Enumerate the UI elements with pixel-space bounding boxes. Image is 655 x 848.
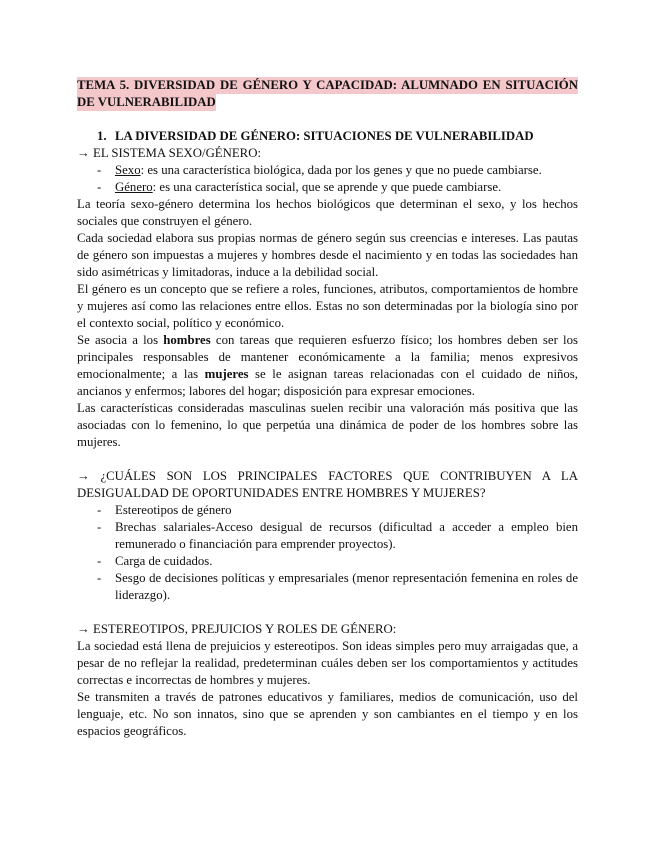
paragraph-line: el contexto social, político y económico. bbox=[77, 316, 285, 330]
list-item bbox=[77, 502, 578, 519]
bold-term: hombres bbox=[163, 333, 211, 347]
paragraph-line: y mujeres así como las relaciones entre ellos. Estas no son determinadas por la biología sino por bbox=[77, 299, 578, 313]
list-item bbox=[77, 519, 578, 536]
document-body bbox=[77, 77, 578, 740]
bullet-dash: - bbox=[97, 571, 102, 585]
subheading-factores bbox=[77, 468, 578, 502]
paragraph-line: asociadas con lo femenino, lo que perpetúa una dinámica de poder de los hombres sobre las bbox=[77, 418, 578, 432]
paragraph-line: La teoría sexo-género determina los hechos biológicos que determinan el sexo, y los hechos bbox=[77, 197, 578, 211]
paragraph-line: El género es un concepto que se refiere a roles, funciones, atributos, comportamientos de hombre bbox=[77, 282, 578, 296]
bold-term: mujeres bbox=[204, 367, 249, 381]
paragraph bbox=[77, 689, 578, 740]
text-run: con tareas que requieren esfuerzo físico; los hombres deben ser los bbox=[210, 333, 578, 347]
definition-text: : es una característica social, que se aprende y que puede cambiarse. bbox=[152, 180, 502, 194]
list-item bbox=[77, 553, 578, 570]
paragraph bbox=[77, 638, 578, 689]
text-run: emocionalmente; a las bbox=[77, 367, 205, 381]
paragraph bbox=[77, 400, 578, 451]
paragraph-line: principales responsables de mantener económicamente a la familia; menos expresivos bbox=[77, 350, 578, 364]
title-line: DE VULNERABILIDAD bbox=[77, 95, 216, 109]
section-title: LA DIVERSIDAD DE GÉNERO: SITUACIONES DE VULNERABILIDAD bbox=[115, 129, 534, 143]
text-run: se le asignan tareas relacionadas con el cuidado de niños, bbox=[248, 367, 578, 381]
list-item-continuation: remunerado o financiación para emprender proyectos). bbox=[115, 537, 396, 551]
section-heading bbox=[77, 128, 578, 145]
paragraph-line: ancianos y enfermos; labores del hogar; disposición para expresar emociones. bbox=[77, 384, 475, 398]
paragraph-line: espacios geográficos. bbox=[77, 724, 187, 738]
paragraph bbox=[77, 230, 578, 281]
title-line-row bbox=[77, 94, 578, 111]
paragraph-line bbox=[77, 332, 578, 349]
subheading-estereotipos: → ESTEREOTIPOS, PREJUICIOS Y ROLES DE GÉNERO: bbox=[77, 622, 397, 636]
bullet-dash: - bbox=[97, 554, 102, 568]
blank-line bbox=[77, 451, 578, 468]
list-item-text: Estereotipos de género bbox=[115, 503, 232, 517]
blank-line bbox=[77, 111, 578, 128]
paragraph-line: correctas e incorrectas de hombres y mujeres. bbox=[77, 673, 311, 687]
list-item-text: Sesgo de decisiones políticas y empresariales (menor representación femenina en roles de bbox=[115, 571, 578, 585]
paragraph bbox=[77, 196, 578, 230]
paragraph-line: Cada sociedad elabora sus propias normas de género según sus creencias e intereses. Las pautas bbox=[77, 231, 578, 245]
subheading-sistema-sexo-genero: → EL SISTEMA SEXO/GÉNERO: bbox=[77, 146, 262, 160]
paragraph-line: lenguaje, etc. No son innatos, sino que se aprenden y son cambiantes en el tiempo y en los bbox=[77, 707, 578, 721]
paragraph bbox=[77, 281, 578, 332]
list-item-text: Brechas salariales-Acceso desigual de recursos (dificultad a acceder a empleo bien bbox=[115, 520, 578, 534]
bullet-dash: - bbox=[97, 520, 102, 534]
paragraph-line: La sociedad está llena de prejuicios y estereotipos. Son ideas simples pero muy arraigadas que, a bbox=[77, 639, 578, 653]
bullet-dash: - bbox=[97, 503, 102, 517]
section-number: 1. bbox=[97, 129, 107, 143]
paragraph-line: Se transmiten a través de patrones educativos y familiares, medios de comunicación, uso del bbox=[77, 690, 578, 704]
paragraph-line: mujeres. bbox=[77, 435, 121, 449]
definition-text: : es una característica biológica, dada por los genes y que no puede cambiarse. bbox=[140, 163, 542, 177]
title-line: TEMA 5. DIVERSIDAD DE GÉNERO Y CAPACIDAD: ALUMNADO EN SITUACIÓN bbox=[77, 78, 578, 92]
blank-line bbox=[77, 604, 578, 621]
list-item-continuation: liderazgo). bbox=[115, 588, 171, 602]
factores-list bbox=[77, 502, 578, 604]
definition-item bbox=[77, 162, 578, 179]
subheading-line: → ¿CUÁLES SON LOS PRINCIPALES FACTORES QUE CONTRIBUYEN A LA bbox=[77, 469, 578, 483]
text-run: Se asocia a los bbox=[77, 333, 164, 347]
document-title bbox=[77, 77, 578, 111]
paragraph-line: pesar de no reflejar la realidad, predeterminan cuáles deben ser los comportamientos y actitudes bbox=[77, 656, 578, 670]
paragraph-line: sociales que construyen el género. bbox=[77, 214, 253, 228]
paragraph bbox=[77, 332, 578, 400]
paragraph-line: Las características consideradas masculinas suelen recibir una valoración más positiva que las bbox=[77, 401, 578, 415]
paragraph-line bbox=[77, 366, 578, 383]
bullet-dash: - bbox=[97, 163, 102, 177]
definition-term: Género bbox=[115, 180, 153, 194]
bullet-dash: - bbox=[97, 180, 102, 194]
paragraph-line: de género son impuestas a mujeres y hombres desde el nacimiento y en todas las sociedades han bbox=[77, 248, 578, 262]
paragraph-line: sido asimétricas y limitadoras, induce a la debilidad social. bbox=[77, 265, 379, 279]
definition-term: Sexo bbox=[115, 163, 141, 177]
list-item-text: Carga de cuidados. bbox=[115, 554, 213, 568]
definition-item bbox=[77, 179, 578, 196]
subheading-line: DESIGUALDAD DE OPORTUNIDADES ENTRE HOMBRES Y MUJERES? bbox=[77, 486, 486, 500]
list-item bbox=[77, 570, 578, 587]
